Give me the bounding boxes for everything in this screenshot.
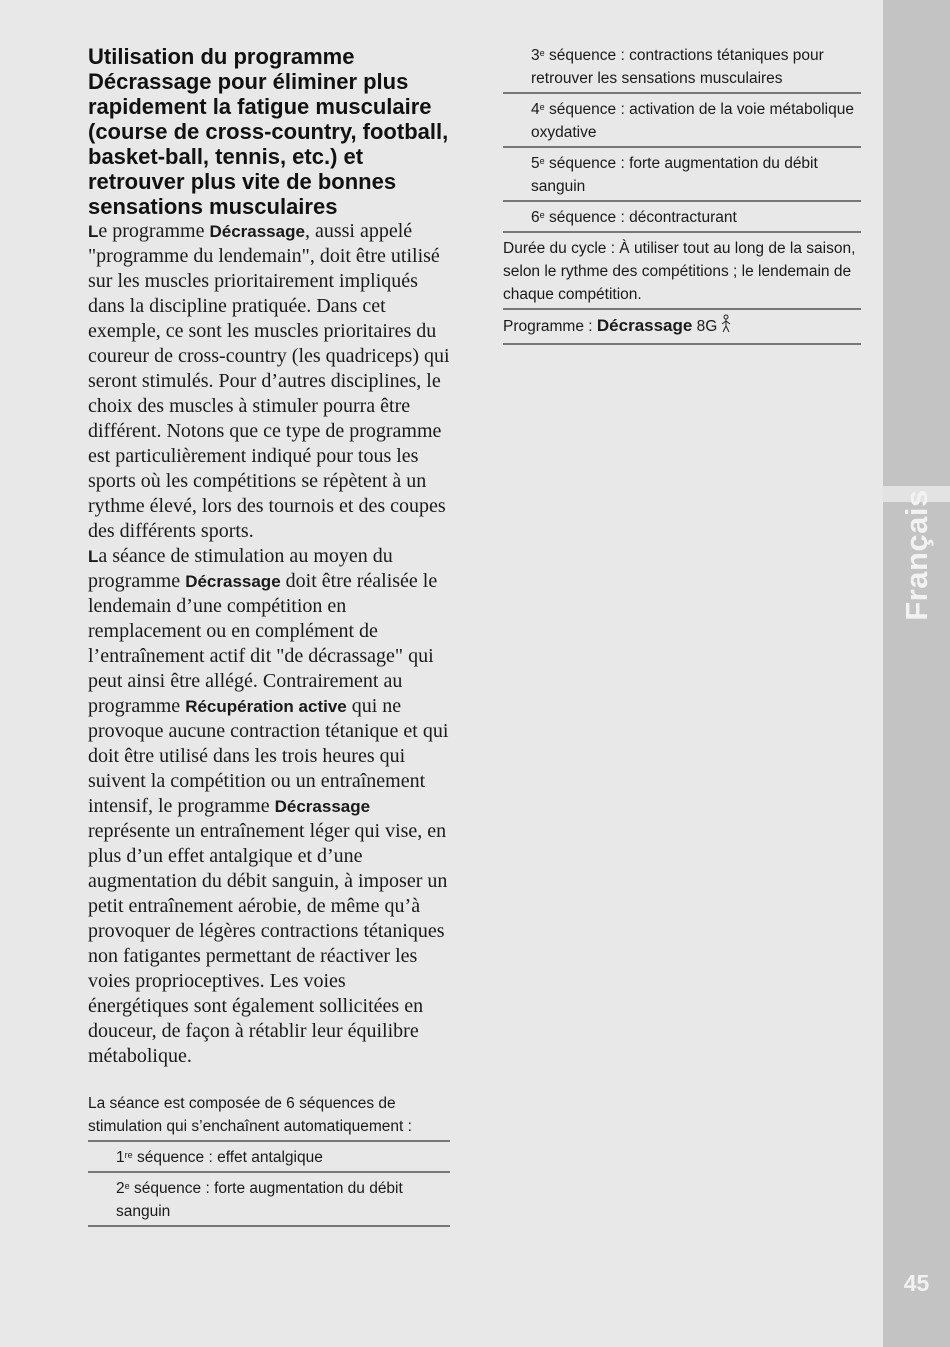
sequence-text: séquence : décontracturant	[544, 209, 737, 226]
paragraph-text: e programme	[98, 220, 210, 242]
right-column	[503, 44, 861, 345]
left-column	[88, 44, 450, 1227]
paragraph-text: représente un entraînement léger qui vise, en plus d’un effet antalgique et d’une augmentation du débit sanguin, à imposer un petit entraînement aérobie, de même qu’à provoquer de légères contractions tétaniques non fatigantes permettant de réactiver les voies proprioceptives. Les voies énergétiques sont également sollicitées en douceur, de façon à rétablir leur équilibre métabolique.	[88, 820, 448, 1067]
paragraph-2	[88, 544, 450, 1069]
language-label: Français	[899, 489, 934, 621]
sequence-text: séquence : effet antalgique	[132, 1149, 323, 1166]
sequence-text: séquence : forte augmentation du débit sanguin	[531, 155, 818, 195]
sequence-ordinal: re	[124, 1150, 133, 1160]
sequence-item	[503, 202, 861, 233]
sequence-ordinal: e	[539, 48, 545, 58]
sequence-item	[503, 148, 861, 202]
cycle-duration: Durée du cycle : À utiliser tout au long de la saison, selon le rythme des compétitions ; le lendemain de chaque compétition.	[503, 233, 861, 310]
program-line	[503, 310, 861, 345]
sequence-item	[88, 1142, 450, 1173]
sequence-text: séquence : forte augmentation du débit sanguin	[116, 1180, 403, 1220]
program-level: 8G	[692, 318, 718, 335]
sequence-item	[503, 44, 861, 94]
sequence-ordinal: e	[539, 102, 545, 112]
program-label: Programme :	[503, 318, 597, 335]
page-number: 45	[903, 1270, 930, 1296]
program-name: Décrassage	[596, 316, 693, 335]
sequence-intro: La séance est composée de 6 séquences de stimulation qui s’enchaînent automatiquement :	[88, 1092, 450, 1142]
sequence-number: 4	[531, 101, 540, 118]
sequence-number: 6	[531, 209, 540, 226]
program-name: Récupération active	[185, 697, 347, 716]
language-sidebar	[883, 0, 950, 1347]
sequence-number: 2	[116, 1180, 125, 1197]
dropcap: L	[88, 222, 99, 241]
sequence-ordinal: e	[539, 156, 545, 166]
paragraph-text: doit être réalisée le lendemain d’une compétition en remplacement ou en complément de l’entraînement actif dit "de décrassage" qui peut ainsi être allégé. Contrairement au programme	[88, 570, 438, 717]
program-name: Décrassage	[185, 572, 281, 591]
sequence-number: 5	[531, 155, 540, 172]
paragraph-text: qui ne provoque aucune contraction tétanique et qui doit être utilisé dans les trois heures qui suivent la compétition ou un entraînement intensif, le programme	[88, 695, 449, 817]
sequence-list-right	[503, 44, 861, 233]
sequence-number: 3	[531, 47, 540, 64]
paragraph-text: a séance de stimulation au moyen du programme	[88, 545, 393, 592]
paragraph-text: , aussi appelé "programme du lendemain", doit être utilisé sur les muscles prioritairement impliqués dans la discipline pratiquée. Dans cet exemple, ce sont les muscles prioritaires du coureur de cross-country (les quadriceps) qui seront stimulés. Pour d’autres disciplines, le choix des muscles à stimuler pourra être différent. Notons que ce type de programme est particulièrement indiqué pour tous les sports où les compétitions se répètent à un rythme élevé, lors des tournois et des coupes des différents sports.	[88, 220, 450, 542]
section-title: Utilisation du programme Décrassage pour éliminer plus rapidement la fatigue musculaire (course de cross-country, football, basket-ball, tennis, etc.) et retrouver plus vite de bonnes sensations musculaires	[88, 44, 449, 219]
sequence-text: séquence : contractions tétaniques pour retrouver les sensations musculaires	[531, 47, 824, 87]
sequence-item	[88, 1173, 450, 1227]
sequence-number: 1	[116, 1149, 125, 1166]
sequence-text: séquence : activation de la voie métabolique oxydative	[531, 101, 854, 141]
dropcap: L	[88, 547, 99, 566]
sequence-ordinal: e	[124, 1181, 130, 1191]
sequence-list-left	[88, 1142, 450, 1227]
runner-icon	[719, 314, 733, 341]
program-name: Décrassage	[274, 797, 371, 816]
sequence-item	[503, 94, 861, 148]
paragraph-1	[88, 219, 450, 544]
program-name: Décrassage	[209, 222, 305, 241]
sequence-ordinal: e	[539, 210, 545, 220]
